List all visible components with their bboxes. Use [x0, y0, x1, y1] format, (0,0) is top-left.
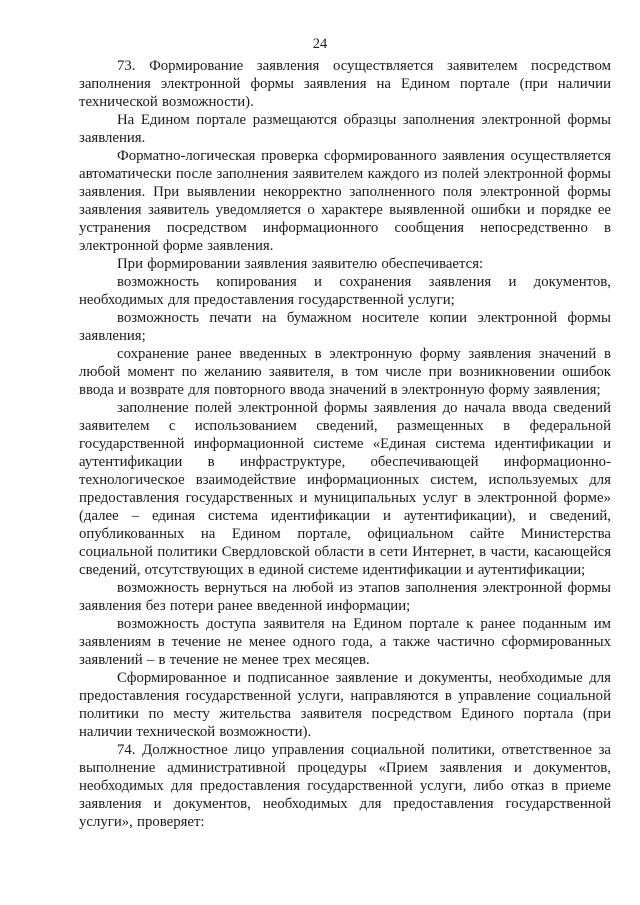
paragraph-submission: Сформированное и подписанное заявление и документы, необходимые для предоставления государственной услуги, направляются в управление социальной политики по месту жительства заявителя посредством Единого портала (при наличии технической возможности). [79, 670, 611, 740]
document-body [79, 57, 611, 831]
page-number: 24 [312, 36, 328, 52]
list-item-return-stage: возможность вернуться на любой из этапов заполнения электронной формы заявления без потери ранее введенной информации; [79, 580, 611, 614]
paragraph-provisions-intro: При формировании заявления заявителю обеспечивается: [117, 256, 484, 272]
paragraph-samples: На Едином портале размещаются образцы заполнения электронной формы заявления. [79, 112, 611, 146]
paragraph-format-check: Форматно-логическая проверка сформированного заявления осуществляется автоматически после заполнения заявителем каждого из полей электронной формы заявления. При выявлении некорректно заполненного поля электронной формы заявления заявитель уведомляется о характере выявленной ошибки и порядке ее устранения посредством информационного сообщения непосредственно в электронной форме заявления. [79, 148, 611, 254]
paragraph-73-intro: 73. Формирование заявления осуществляется заявителем посредством заполнения электронной формы заявления на Едином портале (при наличии технической возможности). [79, 58, 611, 110]
list-item-access-history: возможность доступа заявителя на Едином портале к ранее поданным им заявлениям в течение не менее одного года, а также частично сформированных заявлений – в течение не менее трех месяцев. [79, 616, 611, 668]
list-item-print: возможность печати на бумажном носителе копии электронной формы заявления; [79, 310, 611, 344]
list-item-prefill: заполнение полей электронной формы заявления до начала ввода сведений заявителем с использованием сведений, размещенных в федеральной государственной информационной системе «Единая система идентификации и аутентификации в инфраструктуре, обеспечивающей информационно-технологическое взаимодействие информационных систем, используемых для предоставления государственных и муниципальных услуг в электронной форме» (далее – единая система идентификации и аутентификации), и сведений, опубликованных на Едином портале, официальном сайте Министерства социальной политики Свердловской области в сети Интернет, в части, касающейся сведений, отсутствующих в единой системе идентификации и аутентификации; [79, 400, 611, 578]
list-item-copy-save: возможность копирования и сохранения заявления и документов, необходимых для предоставления государственной услуги; [79, 274, 611, 308]
list-item-save-values: сохранение ранее введенных в электронную форму заявления значений в любой момент по желанию заявителя, в том числе при возникновении ошибок ввода и возврате для повторного ввода значений в электронную форму заявления; [79, 346, 611, 398]
paragraph-74-official: 74. Должностное лицо управления социальной политики, ответственное за выполнение административной процедуры «Прием заявления и документов, необходимых для предоставления государственной услуги, либо отказ в приеме заявления и документов, необходимых для предоставления государственной услуги», проверяет: [79, 742, 611, 830]
